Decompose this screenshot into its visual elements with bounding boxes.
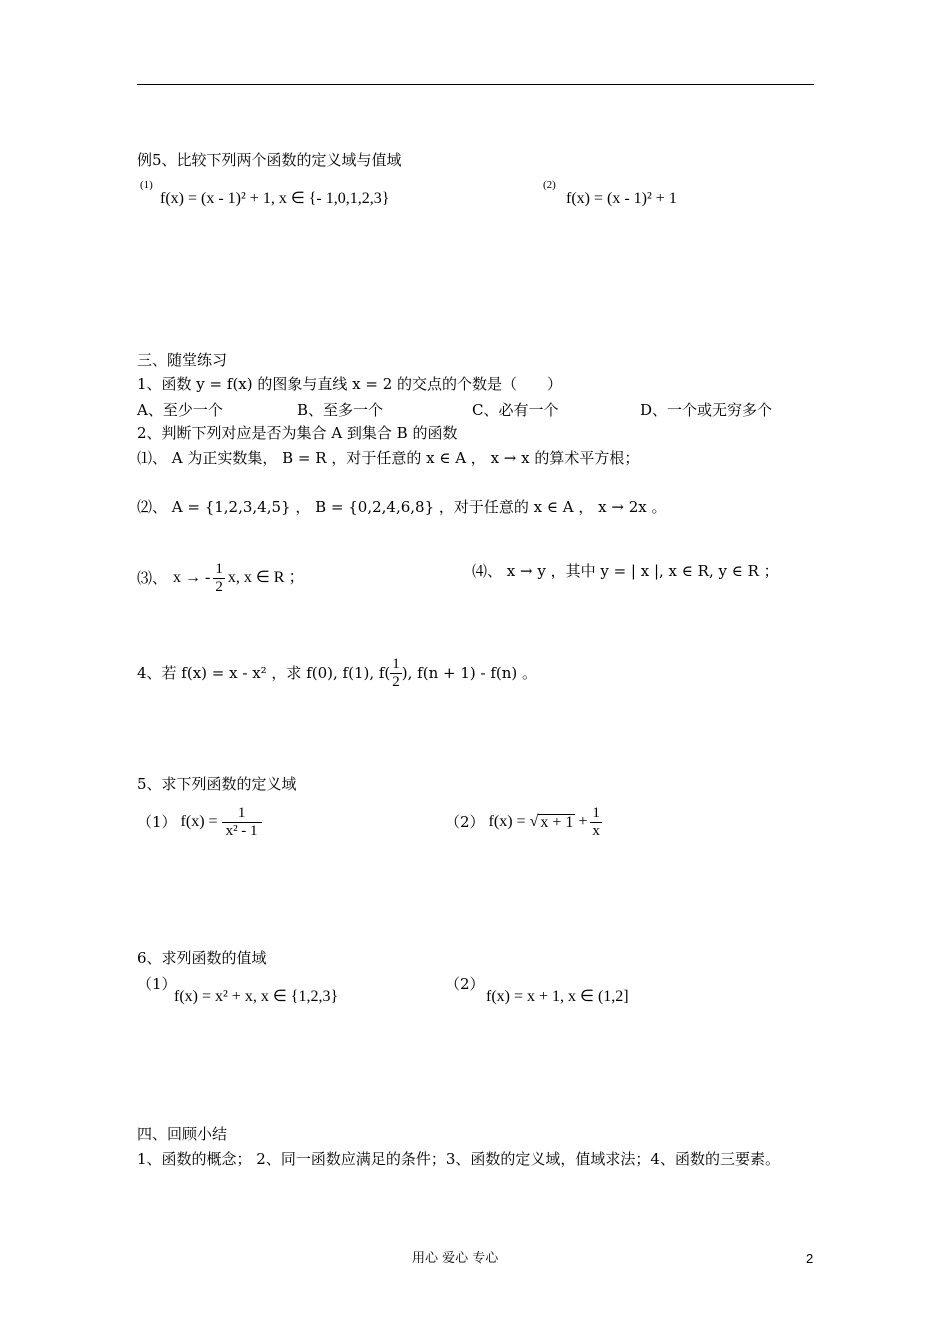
ex5-part2-formula: f(x) = (x - 1)² + 1 bbox=[566, 190, 677, 207]
q5-part2-label: （2） bbox=[445, 812, 485, 831]
q6-part2-label: （2） bbox=[445, 975, 485, 993]
q6-title: 6、求列函数的值域 bbox=[137, 949, 267, 967]
q2-part3-formula-a: x → - bbox=[173, 569, 211, 586]
example-5-title: 例5、比较下列两个函数的定义域与值域 bbox=[137, 151, 402, 169]
q5-part2-radicand: x + 1 bbox=[540, 813, 574, 831]
q6-part1-formula: f(x) = x² + x, x ∈ {1,2,3} bbox=[174, 988, 339, 1005]
q5-part2-fraction bbox=[590, 805, 602, 839]
practice-q2-part1: ⑴、 A 为正实数集， B = R ，对于任意的 x ∈ A ， x → x 的算术平方根； bbox=[137, 449, 640, 467]
q5-part2-frac-denominator: x bbox=[592, 822, 600, 839]
practice-q1: 1、函数 y = f(x) 的图象与直线 x = 2 的交点的个数是（ ） bbox=[137, 375, 563, 393]
practice-q4 bbox=[137, 656, 537, 690]
q2-part3-frac-numerator: 1 bbox=[215, 561, 223, 577]
q5-title: 5、求下列函数的定义域 bbox=[137, 775, 297, 793]
header-rule bbox=[137, 84, 814, 85]
q2-part3-frac-denominator: 2 bbox=[215, 578, 223, 595]
q2-part3-fraction bbox=[213, 561, 225, 595]
q1-option-b: B、至多一个 bbox=[297, 401, 384, 419]
q5-part2-lhs: f(x) = bbox=[488, 813, 526, 830]
review-heading: 四、回顾小结 bbox=[137, 1125, 228, 1143]
practice-q2-part3 bbox=[137, 561, 304, 595]
q4-fraction bbox=[390, 656, 402, 690]
q4-frac-denominator: 2 bbox=[392, 673, 400, 690]
q5-part1-label: （1） bbox=[137, 812, 177, 831]
review-text: 1、函数的概念； 2、同一函数应满足的条件；3、函数的定义域，值域求法；4、函数的三要素。 bbox=[137, 1150, 780, 1168]
q5-part1 bbox=[137, 805, 262, 839]
q4-text-b: ), f(n + 1) - f(n) 。 bbox=[401, 663, 538, 682]
practice-heading: 三、随堂练习 bbox=[137, 351, 228, 369]
q6-part2-formula: f(x) = x + 1, x ∈ (1,2] bbox=[486, 988, 629, 1005]
q5-part1-lhs: f(x) = bbox=[180, 813, 218, 830]
q2-part3-formula-b: x, x ∈ R ； bbox=[227, 569, 305, 586]
q1-option-c: C、必有一个 bbox=[472, 401, 559, 419]
q1-option-a: A、至少一个 bbox=[137, 401, 223, 419]
practice-q2-part2: ⑵、 A = {1,2,3,4,5} ， B = {0,2,4,6,8} ，对于任意的 x ∈ A ， x → 2x 。 bbox=[137, 498, 667, 516]
ex5-part1-label: (1) bbox=[140, 179, 153, 191]
q5-part1-frac-numerator: 1 bbox=[237, 805, 246, 821]
q5-part1-fraction bbox=[222, 805, 262, 839]
q5-part2-plus: + bbox=[578, 813, 588, 830]
page-number: 2 bbox=[806, 1251, 814, 1266]
sqrt-icon: √ bbox=[529, 813, 539, 830]
ex5-part2-label: (2) bbox=[543, 179, 556, 191]
practice-q2-part4: ⑷、 x → y ，其中 y = | x |, x ∈ R, y ∈ R ； bbox=[472, 562, 779, 580]
practice-q2: 2、判断下列对应是否为集合 A 到集合 B 的函数 bbox=[137, 424, 458, 442]
q4-text-a: 4、若 f(x) = x - x² ，求 f(0), f(1), f( bbox=[137, 663, 391, 682]
q5-part1-frac-denominator: x² - 1 bbox=[222, 822, 262, 840]
ex5-part1-formula: f(x) = (x - 1)² + 1, x ∈ {- 1,0,1,2,3} bbox=[160, 190, 390, 207]
q1-option-d: D、一个或无穷多个 bbox=[640, 401, 773, 419]
q6-part1-label: （1） bbox=[137, 975, 177, 993]
q5-part2 bbox=[445, 805, 602, 839]
q2-part3-label: ⑶、 bbox=[137, 568, 168, 587]
q4-frac-numerator: 1 bbox=[392, 656, 400, 672]
footer-slogan: 用心 爱心 专心 bbox=[412, 1251, 499, 1266]
q5-part2-frac-numerator: 1 bbox=[592, 805, 600, 821]
